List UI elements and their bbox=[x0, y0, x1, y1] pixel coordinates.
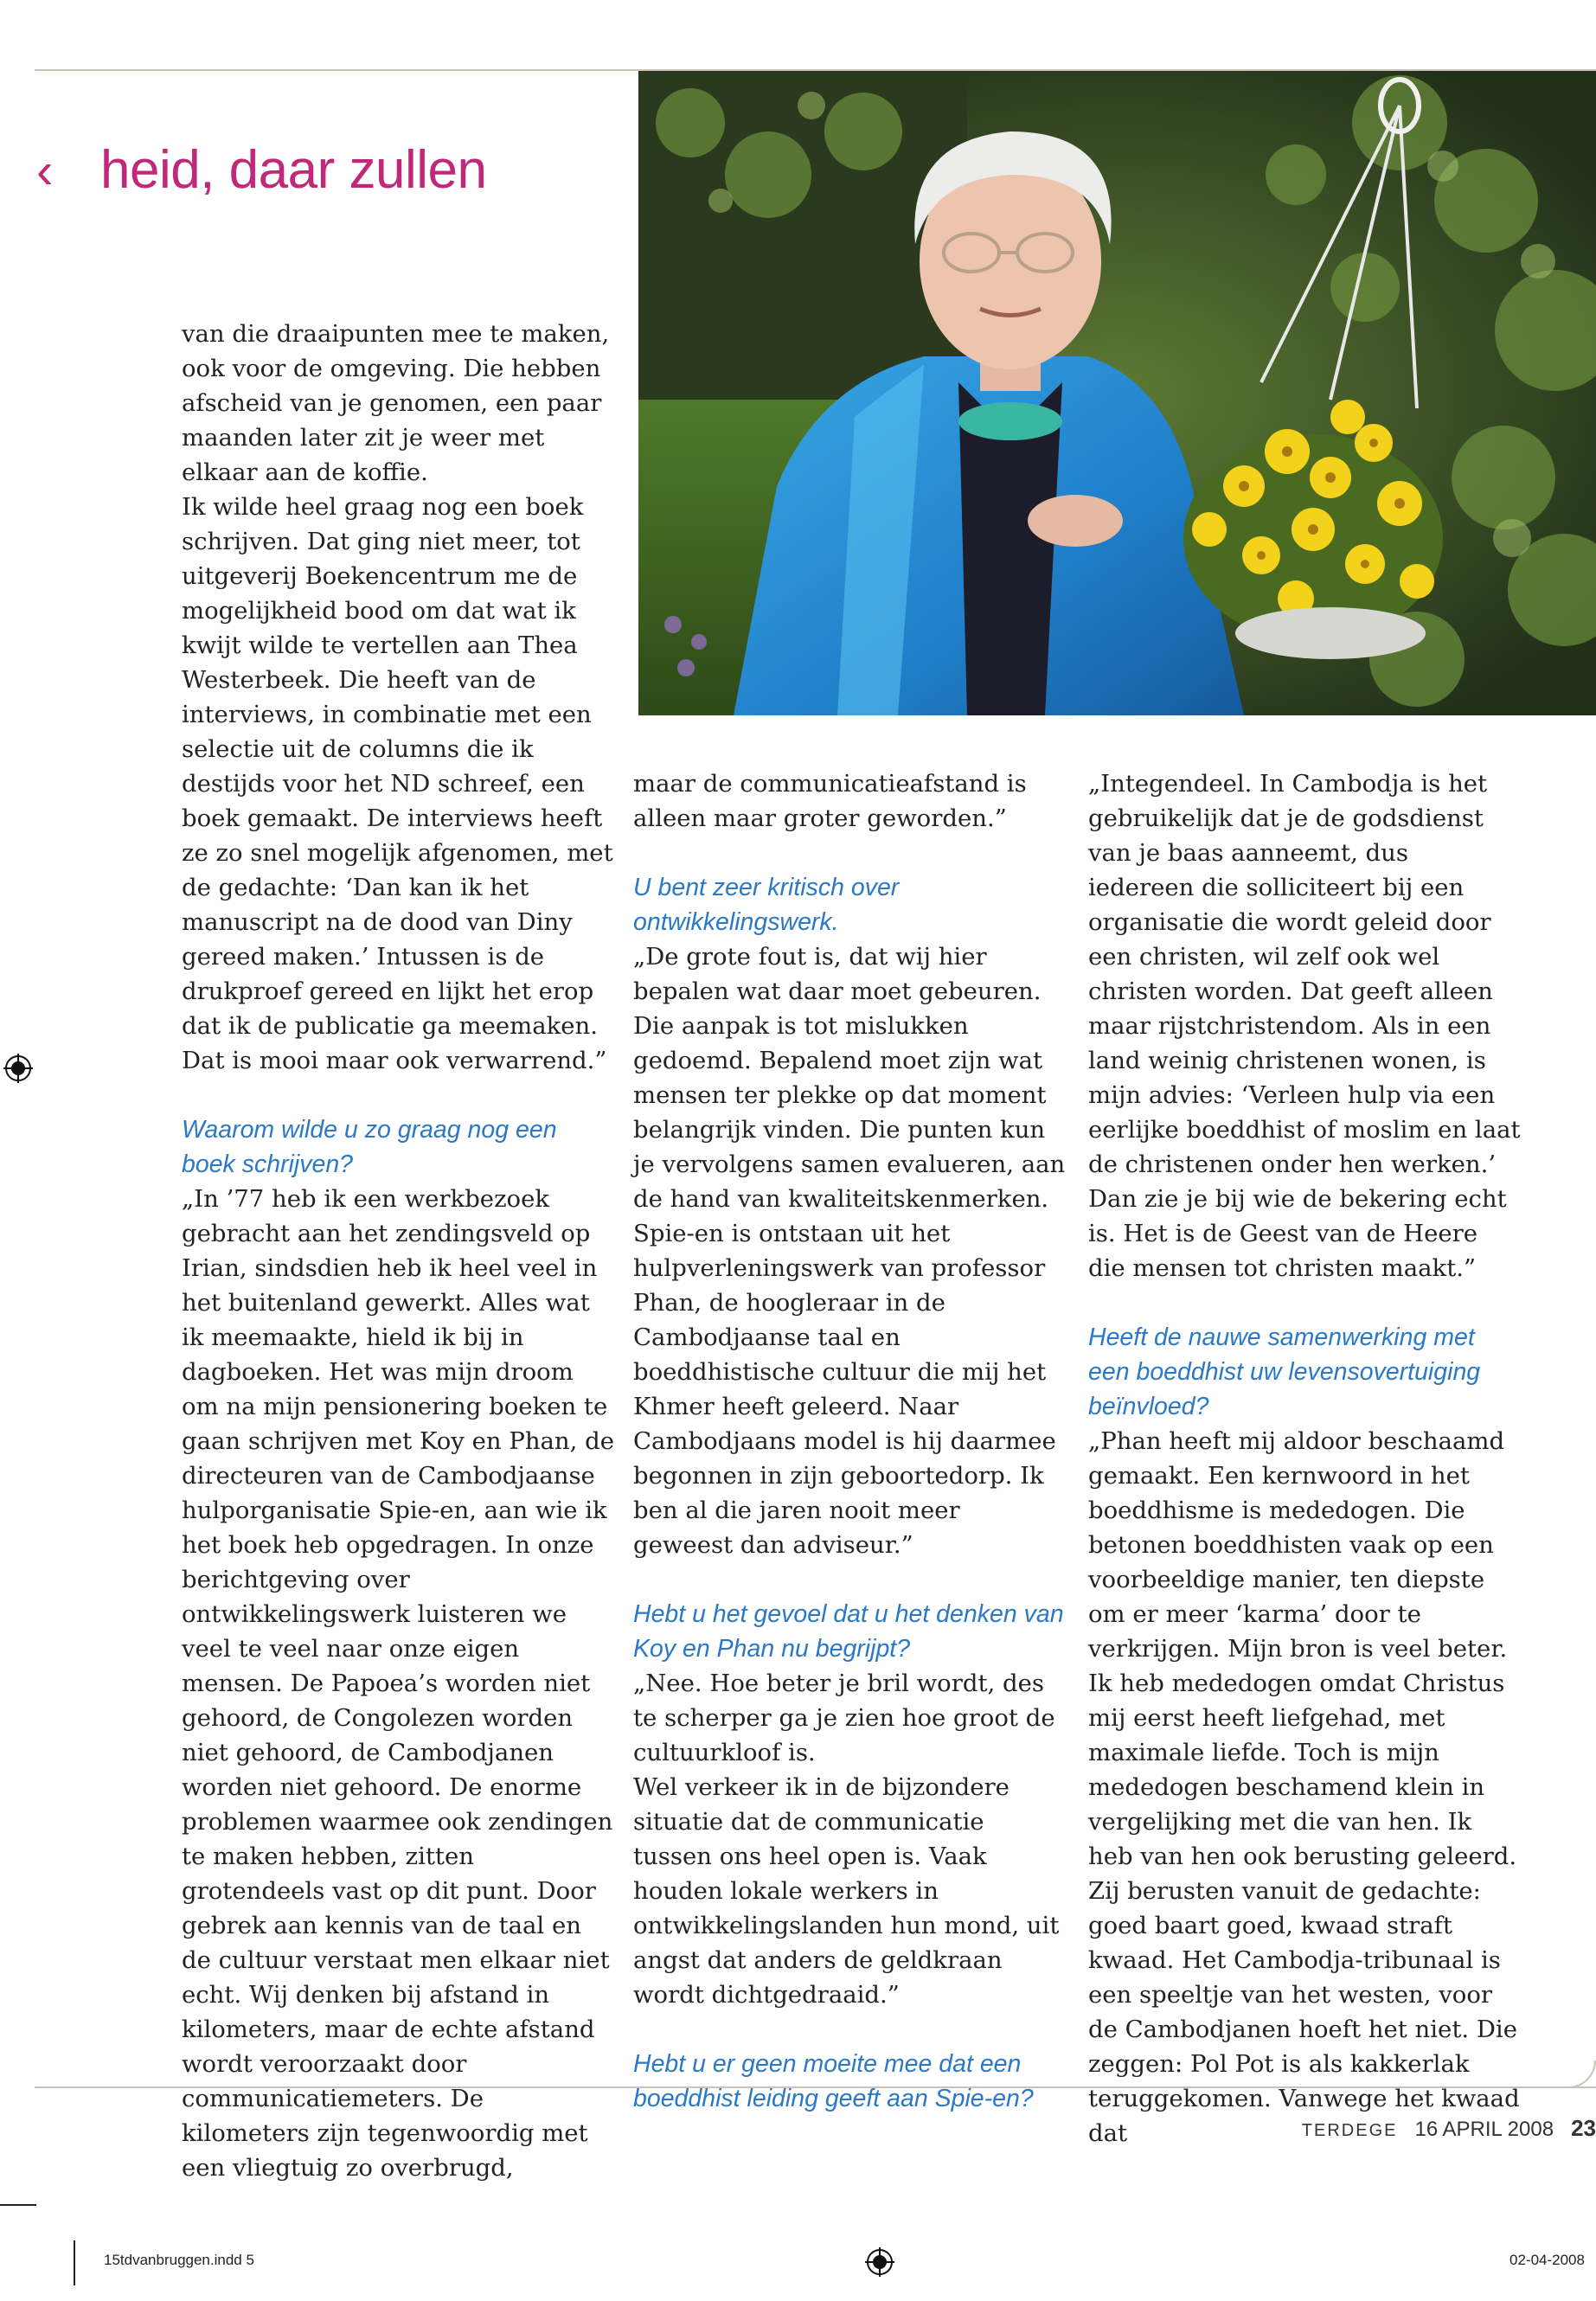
article-column-2 bbox=[633, 766, 1066, 2116]
article-photo bbox=[638, 71, 1596, 715]
photo-woman-with-flowers-icon bbox=[638, 71, 1596, 715]
slug-filename: 15tdvanbruggen.indd 5 bbox=[104, 2252, 254, 2268]
col3-paragraph-1: „Integendeel. In Cambodja is het gebruikelijk dat je de godsdienst van je baas aanneemt, dus iedereen die solliciteert bij een organisatie die wordt geleid door een christen, wil zelf ook wel christen worden. Dat geeft alleen maar rijstchristendom. Als in een land weinig christenen wonen, is mijn advies: ‘Verleen hulp via een eerlijke boeddhist of moslim en laat de christenen onder hen werken.’ Dan zie je bij wie de bekering echt is. Het is de Geest van de Heere die mensen tot christen maakt.” bbox=[1088, 770, 1521, 1282]
col1-paragraph-2: Ik wilde heel graag nog een boek schrijven. Dat ging niet meer, tot uitgeverij Boekencentrum me de mogelijkheid bood om dat wat ik kwijt wilde te vertellen aan Thea Westerbeek. Die heeft van de interviews, in combinatie met een selectie uit de columns die ik destijds voor het ND schreef, een boek gemaakt. De interviews heeft ze zo snel mogelijk afgenomen, met de gedachte: ‘Dan kan ik het manuscript na de dood van Diny gereed maken.’ Intussen is de drukproef gereed en lijkt het erop dat ik de publicatie ga meemaken. Dat is mooi maar ook verwarrend.” bbox=[182, 493, 613, 1074]
col2-spacer-1 bbox=[633, 836, 1066, 870]
page-footer bbox=[1302, 2115, 1596, 2142]
col2-paragraph-4: Wel verkeer ik in de bijzondere situatie dat de communicatie tussen ons heel open is. Vaak houden lokale werkers in ontwikkelingslanden hun mond, uit angst dat anders de geldkraan wordt dichtgedraaid.” bbox=[633, 1773, 1060, 2009]
footer-page-number: 23 bbox=[1571, 2115, 1596, 2141]
bottom-rule bbox=[35, 2086, 1596, 2088]
col2-question-1: U bent zeer kritisch over ontwikkelingswerk. bbox=[633, 874, 900, 936]
article-column-3 bbox=[1088, 766, 1521, 2150]
col2-question-2: Hebt u het gevoel dat u het denken van Koy en Phan nu begrijpt? bbox=[633, 1600, 1064, 1663]
col1-paragraph-1: van die draaipunten mee te maken, ook voor de omgeving. Die hebben afscheid van je genomen, een paar maanden later zit je weer met elkaar aan de koffie. bbox=[182, 320, 610, 486]
col1-question: Waarom wilde u zo graag nog een boek schrijven? bbox=[182, 1116, 557, 1178]
pull-quote: heid, daar zullen bbox=[100, 140, 487, 200]
footer-date: 16 APRIL 2008 bbox=[1414, 2118, 1554, 2141]
registration-mark-bottom-icon bbox=[865, 2247, 894, 2277]
registration-mark-icon bbox=[3, 1054, 33, 1083]
crop-mark-vertical bbox=[74, 2240, 75, 2285]
col3-spacer bbox=[1088, 1285, 1521, 1320]
col3-question: Heeft de nauwe samenwerking met een boeddhist uw levensovertuiging beïnvloed? bbox=[1088, 1324, 1481, 1420]
col2-paragraph-1: maar de communicatieafstand is alleen maar groter geworden.” bbox=[633, 770, 1027, 832]
crop-mark-horizontal bbox=[0, 2204, 36, 2206]
col2-paragraph-3: „Nee. Hoe beter je bril wordt, des te scherper ga je zien hoe groot de cultuurkloof is. bbox=[633, 1670, 1055, 1766]
footer-publication: TERDEGE bbox=[1301, 2121, 1398, 2140]
col3-paragraph-2: „Phan heeft mij aldoor beschaamd gemaakt. Een kernwoord in het boeddhisme is mededogen. Die betonen boeddhisten vaak op een voorbeeldige manier, ten diepste om er meer ‘karma’ door te verkrijgen. Mijn bron is veel beter. Ik heb mededogen omdat Christus mij eerst heeft liefgehad, met maximale liefde. Toch is mijn mededogen beschamend klein in vergelijking met die van hen. Ik heb van hen ook berusting geleerd. Zij berusten vanuit de gedachte: goed baart goed, kwaad straft kwaad. Het Cambodja-tribunaal is een speeltje van het westen, voor de Cambodjanen hoeft het niet. Die zeggen: Pol Pot is als kakkerlak teruggekomen. Vanwege het kwaad dat bbox=[1088, 1427, 1520, 2147]
bottom-rule-curve bbox=[1565, 2061, 1596, 2088]
slug-date: 02-04-2008 bbox=[1509, 2252, 1585, 2268]
article-column-1 bbox=[182, 317, 614, 2185]
col2-spacer-2 bbox=[633, 1562, 1066, 1597]
pull-quote-chevron: ‹ bbox=[36, 143, 54, 199]
col2-spacer-3 bbox=[633, 2012, 1066, 2047]
col1-paragraph-3: „In ’77 heb ik een werkbezoek gebracht aan het zendingsveld op Irian, sindsdien heb ik heel veel in het buitenland gewerkt. Alles wat ik meemaakte, hield ik bij in dagboeken. Het was mijn droom om na mijn pensionering boeken te gaan schrijven met Koy en Phan, de directeuren van de Cambodjaanse hulporganisatie Spie-en, aan wie ik het boek heb opgedragen. In onze berichtgeving over ontwikkelingswerk luisteren we veel te veel naar onze eigen mensen. De Papoea’s worden niet gehoord, de Congolezen worden niet gehoord, de Cambodjanen worden niet gehoord. De enorme problemen waarmee ook zendingen te maken hebben, zitten grotendeels vast op dit punt. Door gebrek aan kennis van de taal en de cultuur verstaat men elkaar niet echt. Wij denken bij afstand in kilometers, maar de echte afstand wordt veroorzaakt door communicatiemeters. De kilometers zijn tegenwoordig met een vliegtuig zo overbrugd, bbox=[182, 1185, 614, 2182]
col2-paragraph-2: „De grote fout is, dat wij hier bepalen wat daar moet gebeuren. Die aanpak is tot mislukken gedoemd. Bepalend moet zijn wat mensen ter plekke op dat moment belangrijk vinden. Die punten kun je vervolgens samen evalueren, aan de hand van kwaliteitskenmerken. Spie-en is ontstaan uit het hulpverleningswerk van professor Phan, de hoogleraar in de Cambodjaanse taal en boeddhistische cultuur die mij het Khmer heeft geleerd. Naar Cambodjaans model is hij daarmee begonnen in zijn geboortedorp. Ik ben al die jaren nooit meer geweest dan adviseur.” bbox=[633, 943, 1066, 1559]
col2-question-3: Hebt u er geen moeite mee dat een boeddhist leiding geeft aan Spie-en? bbox=[633, 2050, 1034, 2112]
col1-spacer bbox=[182, 1078, 614, 1112]
